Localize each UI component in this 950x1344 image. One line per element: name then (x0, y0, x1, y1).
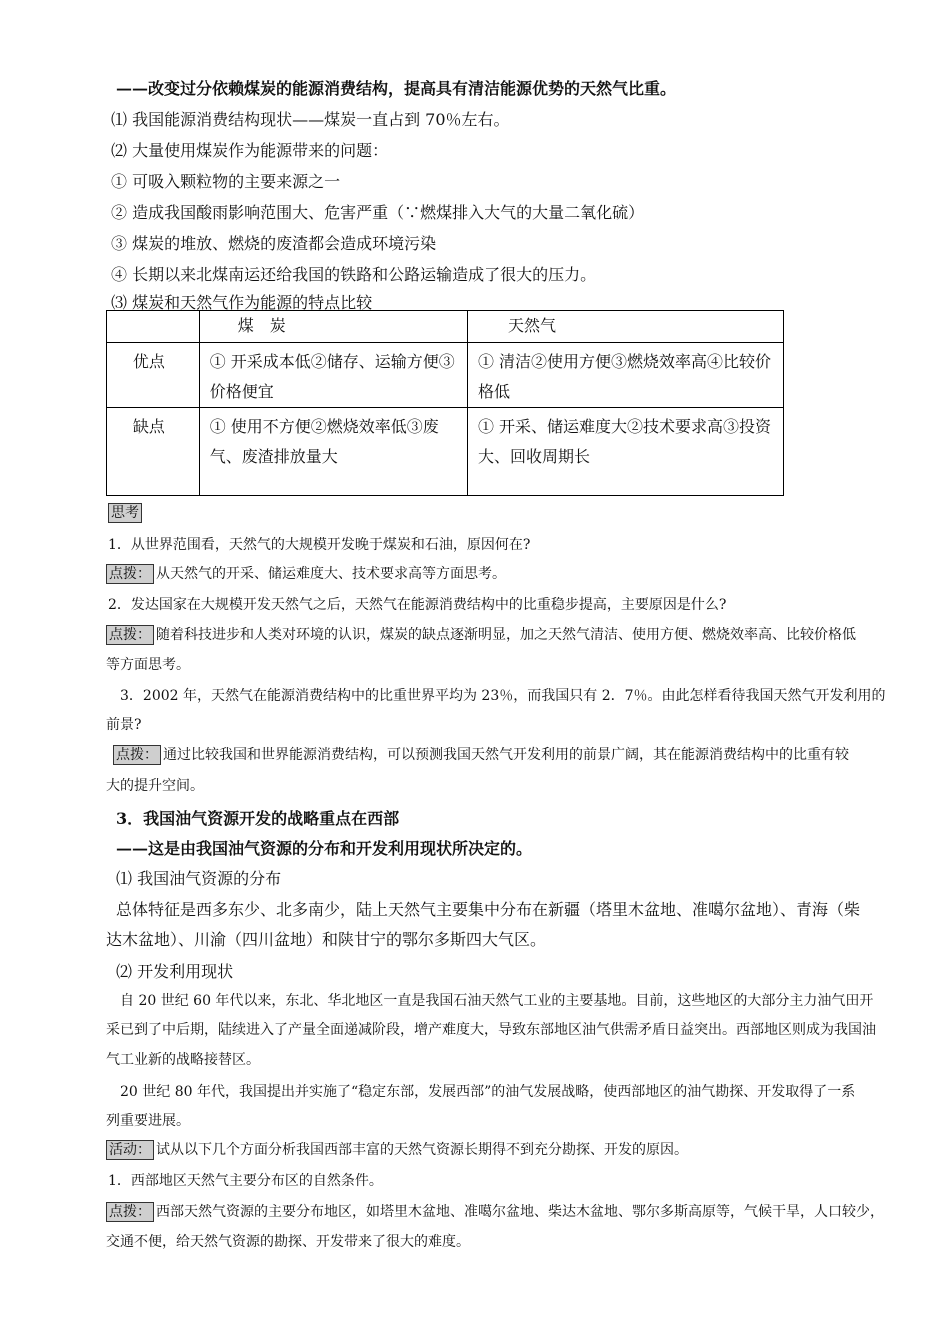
development-text-3: 气工业新的战略接替区。 (106, 1052, 260, 1068)
hint-tag: 点拨： (106, 625, 154, 645)
hint-tag: 点拨： (113, 745, 161, 765)
think-answer-2: 点拨： 随着科技进步和人类对环境的认识，煤炭的缺点逐渐明显，加之天然气清洁、使用方便、燃烧效率高、比较价格低 (106, 624, 856, 645)
table-header-gas: 天然气 (467, 311, 783, 343)
activity-line: 活动： 试从以下几个方面分析我国西部丰富的天然气资源长期得不到充分勘探、开发的原因。 (106, 1139, 688, 1160)
section-3-title: 3．我国油气资源开发的战略重点在西部 (116, 809, 400, 828)
consumption-status: ⑴ 我国能源消费结构现状——煤炭一直占到 70％左右。 (111, 110, 510, 129)
hint-tag: 点拨： (106, 564, 154, 584)
coal-advantages: ① 开采成本低②储存、运输方便③价格便宜 (199, 343, 467, 408)
development-text-2: 采已到了中后期，陆续进入了产量全面递减阶段，增产难度大，导致东部地区油气供需矛盾日益突出。西部地区则成为我国油 (106, 1022, 876, 1038)
distribution-text-cont: 达木盆地）、川渝（四川盆地）和陕甘宁的鄂尔多斯四大气区。 (106, 930, 547, 949)
coal-problems-heading: ⑵ 大量使用煤炭作为能源带来的问题： (111, 141, 389, 160)
gas-advantages: ① 清洁②使用方便③燃烧效率高④比较价格低 (467, 343, 783, 408)
table-row (107, 408, 784, 496)
think-answer-1: 点拨： 从天然气的开采、储运难度大、技术要求高等方面思考。 (106, 563, 506, 584)
row-label-disadvantages: 缺点 (107, 408, 200, 496)
table-row (107, 343, 784, 408)
strategy-text-cont: 列重要进展。 (106, 1113, 190, 1129)
think-label (108, 503, 144, 523)
gas-disadvantages: ① 开采、储运难度大②技术要求高③投资大、回收周期长 (467, 408, 783, 496)
think-question-3-cont: 前景? (106, 717, 142, 733)
distribution-heading: ⑴ 我国油气资源的分布 (116, 869, 282, 888)
think-question-1: 1．从世界范围看，天然气的大规模开发晚于煤炭和石油，原因何在? (108, 537, 531, 553)
intro-heading: ——改变过分依赖煤炭的能源消费结构，提高具有清洁能源优势的天然气比重。 (116, 79, 677, 98)
activity-question-1: 1．西部地区天然气主要分布区的自然条件。 (108, 1173, 383, 1189)
activity-tag: 活动： (106, 1140, 154, 1160)
table-corner-cell (107, 311, 200, 343)
coal-problem-3: ③ 煤炭的堆放、燃烧的废渣都会造成环境污染 (111, 234, 437, 253)
development-heading: ⑵ 开发利用现状 (116, 962, 234, 981)
think-answer-3-cont: 大的提升空间。 (106, 778, 204, 794)
comparison-table (106, 310, 784, 496)
table-header-row (107, 311, 784, 343)
coal-problem-2: ② 造成我国酸雨影响范围大、危害严重（∵燃煤排入大气的大量二氧化硫） (111, 203, 645, 222)
activity-answer: 点拨： 西部天然气资源的主要分布地区，如塔里木盆地、准噶尔盆地、柴达木盆地、鄂尔多斯高原等，气候干旱，人口较少， (106, 1201, 884, 1222)
row-label-advantages: 优点 (107, 343, 200, 408)
coal-problem-1: ① 可吸入颗粒物的主要来源之一 (111, 172, 341, 191)
think-question-3: 3．2002 年，天然气在能源消费结构中的比重世界平均为 23％，而我国只有 2．7％。由此怎样看待我国天然气开发利用的 (120, 688, 886, 704)
think-answer-3: 点拨： 通过比较我国和世界能源消费结构，可以预测我国天然气开发利用的前景广阔，其在能源消费结构中的比重有较 (113, 744, 849, 765)
think-tag: 思考 (108, 503, 142, 523)
think-question-2: 2．发达国家在大规模开发天然气之后，天然气在能源消费结构中的比重稳步提高，主要原因是什么? (108, 597, 727, 613)
activity-answer-cont: 交通不便，给天然气资源的勘探、开发带来了很大的难度。 (106, 1234, 470, 1250)
distribution-text: 总体特征是西多东少、北多南少，陆上天然气主要集中分布在新疆（塔里木盆地、准噶尔盆地）、青海（柴 (116, 900, 861, 919)
comparison-heading: ⑶ 煤炭和天然气作为能源的特点比较 (111, 293, 373, 312)
coal-problem-4: ④ 长期以来北煤南运还给我国的铁路和公路运输造成了很大的压力。 (111, 265, 597, 284)
development-text: 自 20 世纪 60 年代以来，东北、华北地区一直是我国石油天然气工业的主要基地。目前，这些地区的大部分主力油气田开 (120, 993, 874, 1009)
section-3-subtitle: ——这是由我国油气资源的分布和开发利用现状所决定的。 (116, 839, 533, 858)
coal-disadvantages: ① 使用不方便②燃烧效率低③废气、废渣排放量大 (199, 408, 467, 496)
table-header-coal: 煤 炭 (199, 311, 467, 343)
think-answer-2-cont: 等方面思考。 (106, 657, 190, 673)
strategy-text: 20 世纪 80 年代，我国提出并实施了“稳定东部，发展西部”的油气发展战略，使西部地区的油气勘探、开发取得了一系 (120, 1084, 856, 1100)
hint-tag: 点拨： (106, 1202, 154, 1222)
